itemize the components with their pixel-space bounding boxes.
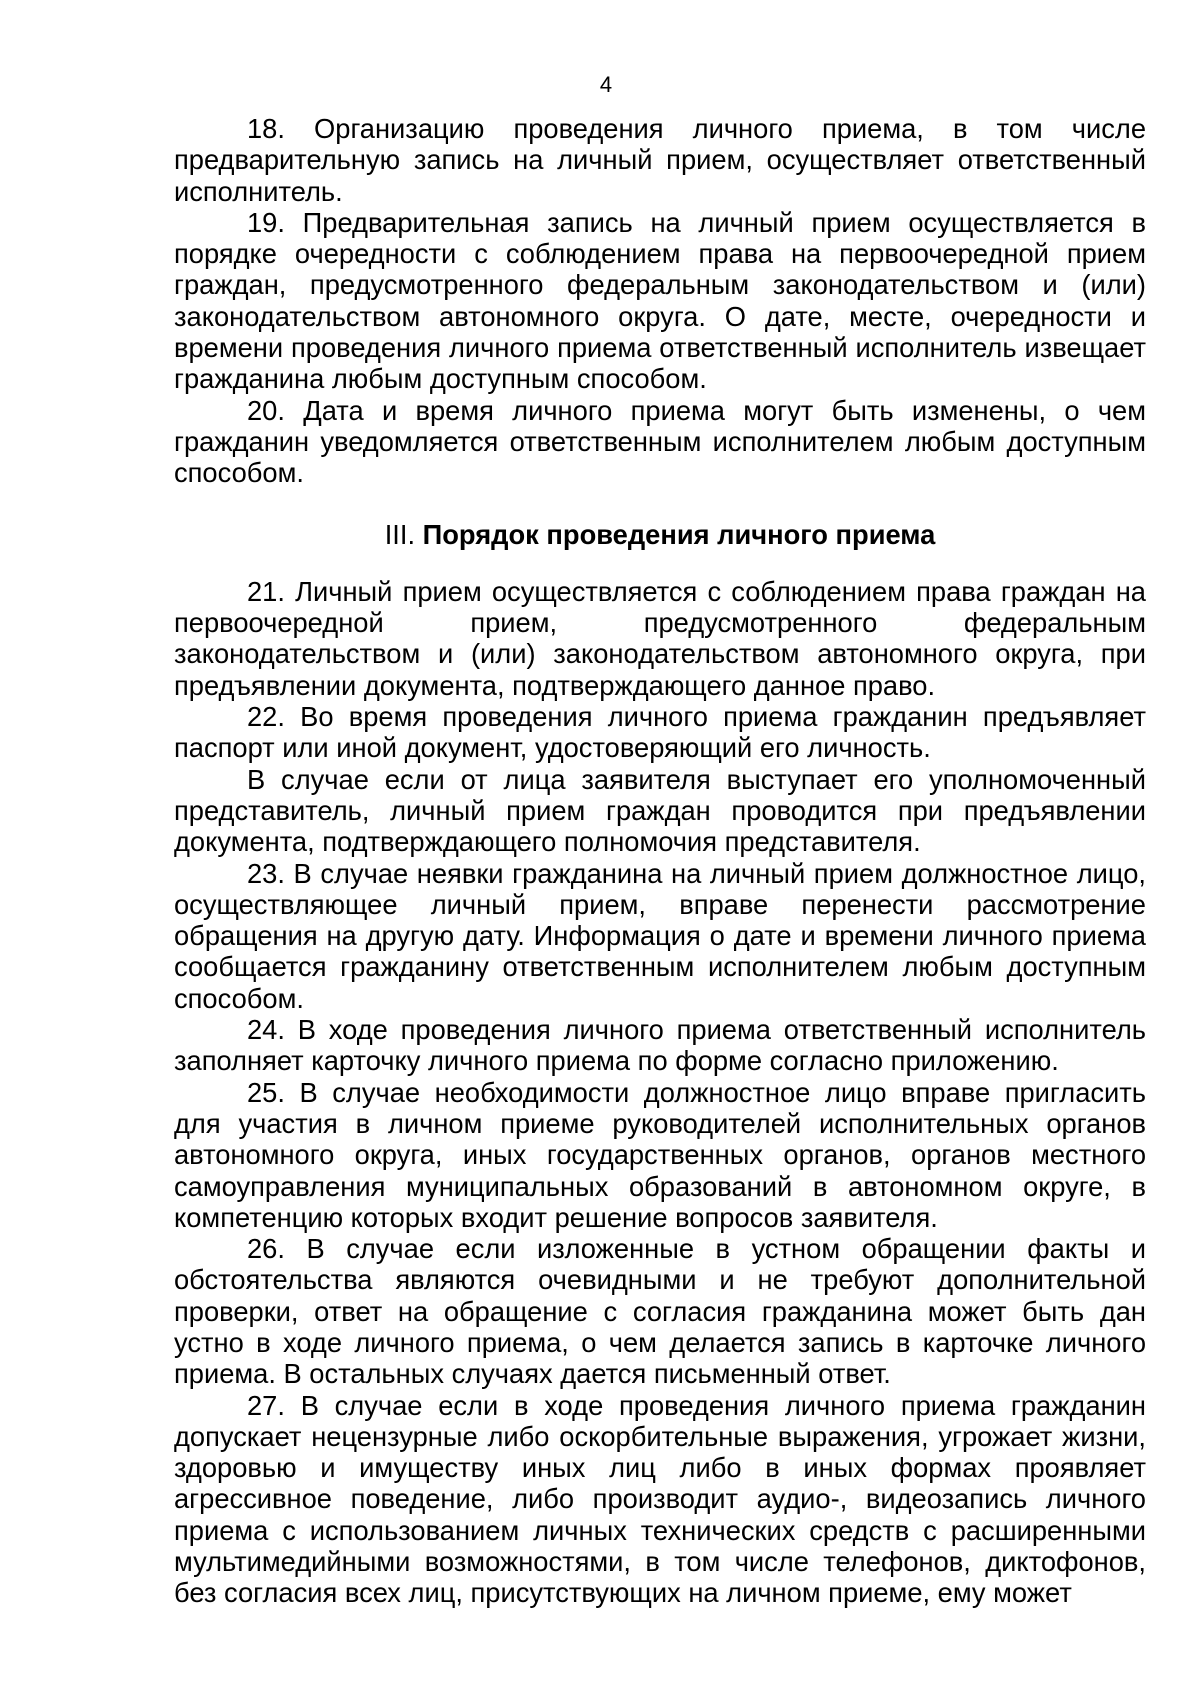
paragraph-19: 19. Предварительная запись на личный прием осуществляется в порядке очередности с соблюдением права на первоочередной прием граждан, предусмотренного федеральным законодательством и (или) законодательством автономного округа. О дате, месте, очередности и времени проведения личного приема ответственный исполнитель извещает гражданина любым доступным способом.: [174, 206, 1146, 395]
paragraph-18: 18. Организацию проведения личного приема, в том числе предварительную запись на личный прием, осуществляет ответственный исполнитель.: [174, 113, 1146, 207]
section-title: Порядок проведения личного приема: [422, 518, 936, 550]
paragraph-27: 27. В случае если в ходе проведения личного приема гражданин допускает нецензурные либо оскорбительные выражения, угрожает жизни, здоровью и имуществу иных лиц либо в иных формах проявляет агрессивное поведение, либо производит аудио-, видеозапись личного приема с использованием личных технических средств с расширенными мультимедийными возможностями, в том числе телефонов, диктофонов, без согласия всех лиц, присутствующих на личном приеме, ему может: [174, 1389, 1146, 1609]
page-number: 4: [599, 72, 613, 97]
paragraph-20: 20. Дата и время личного приема могут быть изменены, о чем гражданин уведомляется ответственным исполнителем любым доступным способом.: [174, 394, 1146, 489]
document-body: [174, 113, 1146, 1609]
section-number: III.: [384, 518, 416, 550]
paragraph-22: 22. Во время проведения личного приема гражданин предъявляет паспорт или иной документ, удостоверяющий его личность.: [174, 701, 1146, 764]
section-heading: [174, 519, 1146, 550]
paragraph-24: 24. В ходе проведения личного приема ответственный исполнитель заполняет карточку личного приема по форме согласно приложению.: [174, 1014, 1146, 1077]
paragraph-21: 21. Личный прием осуществляется с соблюдением права граждан на первоочередной прием, предусмотренного федеральным законодательством и (или) законодательством автономного округа, при предъявлении документа, подтверждающего данное право.: [174, 575, 1146, 701]
paragraph-25: 25. В случае необходимости должностное лицо вправе пригласить для участия в личном приеме руководителей исполнительных органов автономного округа, иных государственных органов, органов местного самоуправления муниципальных образований в автономном округе, в компетенцию которых входит решение вопросов заявителя.: [174, 1076, 1146, 1233]
paragraph-26: 26. В случае если изложенные в устном обращении факты и обстоятельства являются очевидными и не требуют дополнительной проверки, ответ на обращение с согласия гражданина может быть дан устно в ходе личного приема, о чем делается запись в карточке личного приема. В остальных случаях дается письменный ответ.: [174, 1233, 1146, 1390]
paragraph-22-representative: В случае если от лица заявителя выступает его уполномоченный представитель, личный прием граждан проводится при предъявлении документа, подтверждающего полномочия представителя.: [174, 763, 1146, 858]
paragraph-23: 23. В случае неявки гражданина на личный прием должностное лицо, осуществляющее личный прием, вправе перенести рассмотрение обращения на другую дату. Информация о дате и времени личного приема сообщается гражданину ответственным исполнителем любым доступным способом.: [174, 857, 1146, 1014]
